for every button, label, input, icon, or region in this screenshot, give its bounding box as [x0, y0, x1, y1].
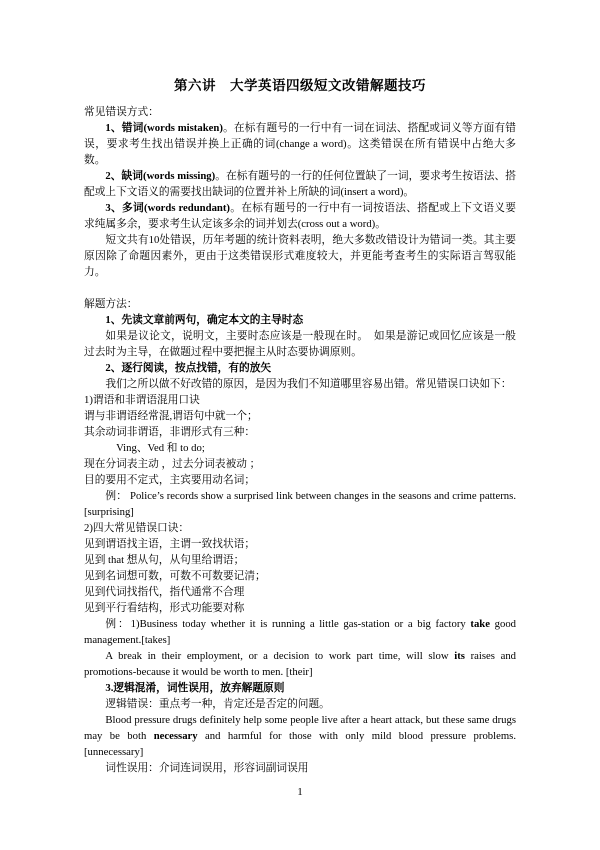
paragraph [84, 360, 516, 376]
text-segment: Blood pressure drugs definitely help some people live after a heart attack, but these same drugs may be both [84, 714, 516, 742]
text-segment: 我们之所以做不好改错的原因，是因为我们不知道哪里容易出错。常见错误口诀如下： [105, 378, 512, 390]
text-segment: 2)四大常见错误口诀： [84, 522, 190, 534]
document-body [84, 104, 516, 776]
text-segment: 3. [105, 682, 114, 694]
text-segment: good management.[takes] [84, 618, 517, 646]
text-segment: 。在标有题号的一行的任何位置缺了一词，要求考生按语法、搭配或上下文语义的需要找出缺词的位置并补上所缺的词(insert a word)。 [84, 170, 516, 198]
text-segment: 例：1)Business today whether it is running a little gas-station or a big factory [105, 618, 471, 630]
text-segment: 逻辑混淆，词性误用，放弃解题原则 [113, 682, 285, 694]
paragraph [84, 120, 516, 168]
paragraph [84, 296, 516, 312]
document-content [84, 76, 516, 776]
text-segment: 。在标有题号的一行中有一词在词法、搭配或词义等方面有错误，要求考生找出错误并换上正确的词(change a word)。这类错误在所有错误中占绝大多数。 [84, 122, 516, 166]
text-segment: 先读文章前两句，确定本文的主导时态 [121, 314, 304, 326]
text-segment: 2、 [105, 362, 122, 374]
text-segment: 2、缺词 [105, 170, 144, 182]
text-segment: 1)谓语和非谓语混用口诀 [84, 394, 200, 406]
text-segment: 短文共有10处错误，历年考题的统计资料表明，绝大多数改错设计为错词一类。其主要原因除了命题因素外，更由于这类错误形式难度较大，并更能考查考生的实际语言驾驭能力。 [84, 234, 516, 278]
text-segment: A break in their employment, or a decision to work part time, will slow [105, 650, 455, 662]
text-segment: 见到 that 想从句，从句里给谓语； [84, 554, 245, 566]
text-segment: 如果是议论文，说明文，主要时态应该是一般现在时。 如果是游记或回忆应该是一般过去时为主导，在做题过程中要把握主从时态要协调原则。 [84, 330, 516, 358]
paragraph [84, 680, 516, 696]
text-segment: 见到平行看结构，形式功能要对称 [84, 602, 245, 614]
text-segment: 1、 [105, 314, 122, 326]
text-segment: 词性误用：介词连词误用，形容词副词误用 [105, 762, 309, 774]
text-segment: 3、多词 [105, 202, 145, 214]
text-segment: 其余动词非谓语，非谓形式有三种： [84, 426, 256, 438]
paragraph [84, 568, 516, 584]
paragraph [84, 616, 516, 648]
text-segment: 逻辑错误：重点考一种，肯定还是否定的问题。 [105, 698, 330, 710]
text-segment: 。在标有题号的一行中有一词按语法、搭配或上下文语义要求纯属多余，要求考生认定该多余的词并划去(cross out a word)。 [84, 202, 516, 230]
paragraph [84, 408, 516, 424]
paragraph [84, 552, 516, 568]
paragraph [84, 376, 516, 392]
text-segment: and harmful for those with only mild blood pressure problems. [unnecessary] [84, 730, 516, 758]
page-number: 1 [297, 786, 303, 798]
paragraph [84, 168, 516, 200]
text-segment: 逐行阅读，按点找错，有的放矢 [121, 362, 272, 374]
text-segment: 目的要用不定式，主宾要用动名词； [84, 474, 256, 486]
text-segment: take [470, 618, 490, 630]
paragraph [84, 312, 516, 328]
text-segment: 见到谓语找主语，主谓一致找状语； [84, 538, 256, 550]
text-segment: 例： Police’s records show a surprised link between changes in the seasons and crime patterns. [surprising] [84, 490, 516, 518]
paragraph [84, 200, 516, 232]
paragraph [84, 104, 516, 120]
document-title: 第六讲 大学英语四级短文改错解题技巧 [174, 78, 426, 93]
text-segment: 现在分词表主动 ，过去分词表被动 ； [84, 458, 261, 470]
paragraph [84, 696, 516, 712]
paragraph [84, 648, 516, 680]
text-segment: 解题方法： [84, 298, 138, 310]
paragraph [84, 520, 516, 536]
paragraph [84, 456, 516, 472]
paragraph [84, 712, 516, 760]
text-segment: 见到代词找指代，指代通常不合理 [84, 586, 245, 598]
text-segment: Ving、Ved 和 to do; [116, 442, 205, 454]
paragraph [84, 232, 516, 280]
paragraph [84, 440, 516, 456]
paragraph [84, 328, 516, 360]
text-segment: raises and promotions-because it would be worth to men. [their] [84, 650, 517, 678]
text-segment: 常见错误方式： [84, 106, 159, 118]
paragraph [84, 584, 516, 600]
paragraph [84, 760, 516, 776]
text-segment: 1、错词 [105, 122, 144, 134]
paragraph [84, 536, 516, 552]
paragraph [84, 600, 516, 616]
text-segment: 谓与非谓语经常混,谓语句中就一个； [84, 410, 258, 422]
paragraph [84, 392, 516, 408]
blank-line [84, 280, 516, 296]
paragraph [84, 472, 516, 488]
text-segment: (words mistaken) [143, 122, 223, 134]
text-segment: (words redundant) [144, 202, 230, 214]
paragraph [84, 424, 516, 440]
text-segment: necessary [153, 730, 198, 742]
text-segment: 见到名词想可数，可数不可数要记清； [84, 570, 266, 582]
text-segment: (words missing) [143, 170, 216, 182]
paragraph [84, 488, 516, 520]
text-segment: its [454, 650, 465, 662]
